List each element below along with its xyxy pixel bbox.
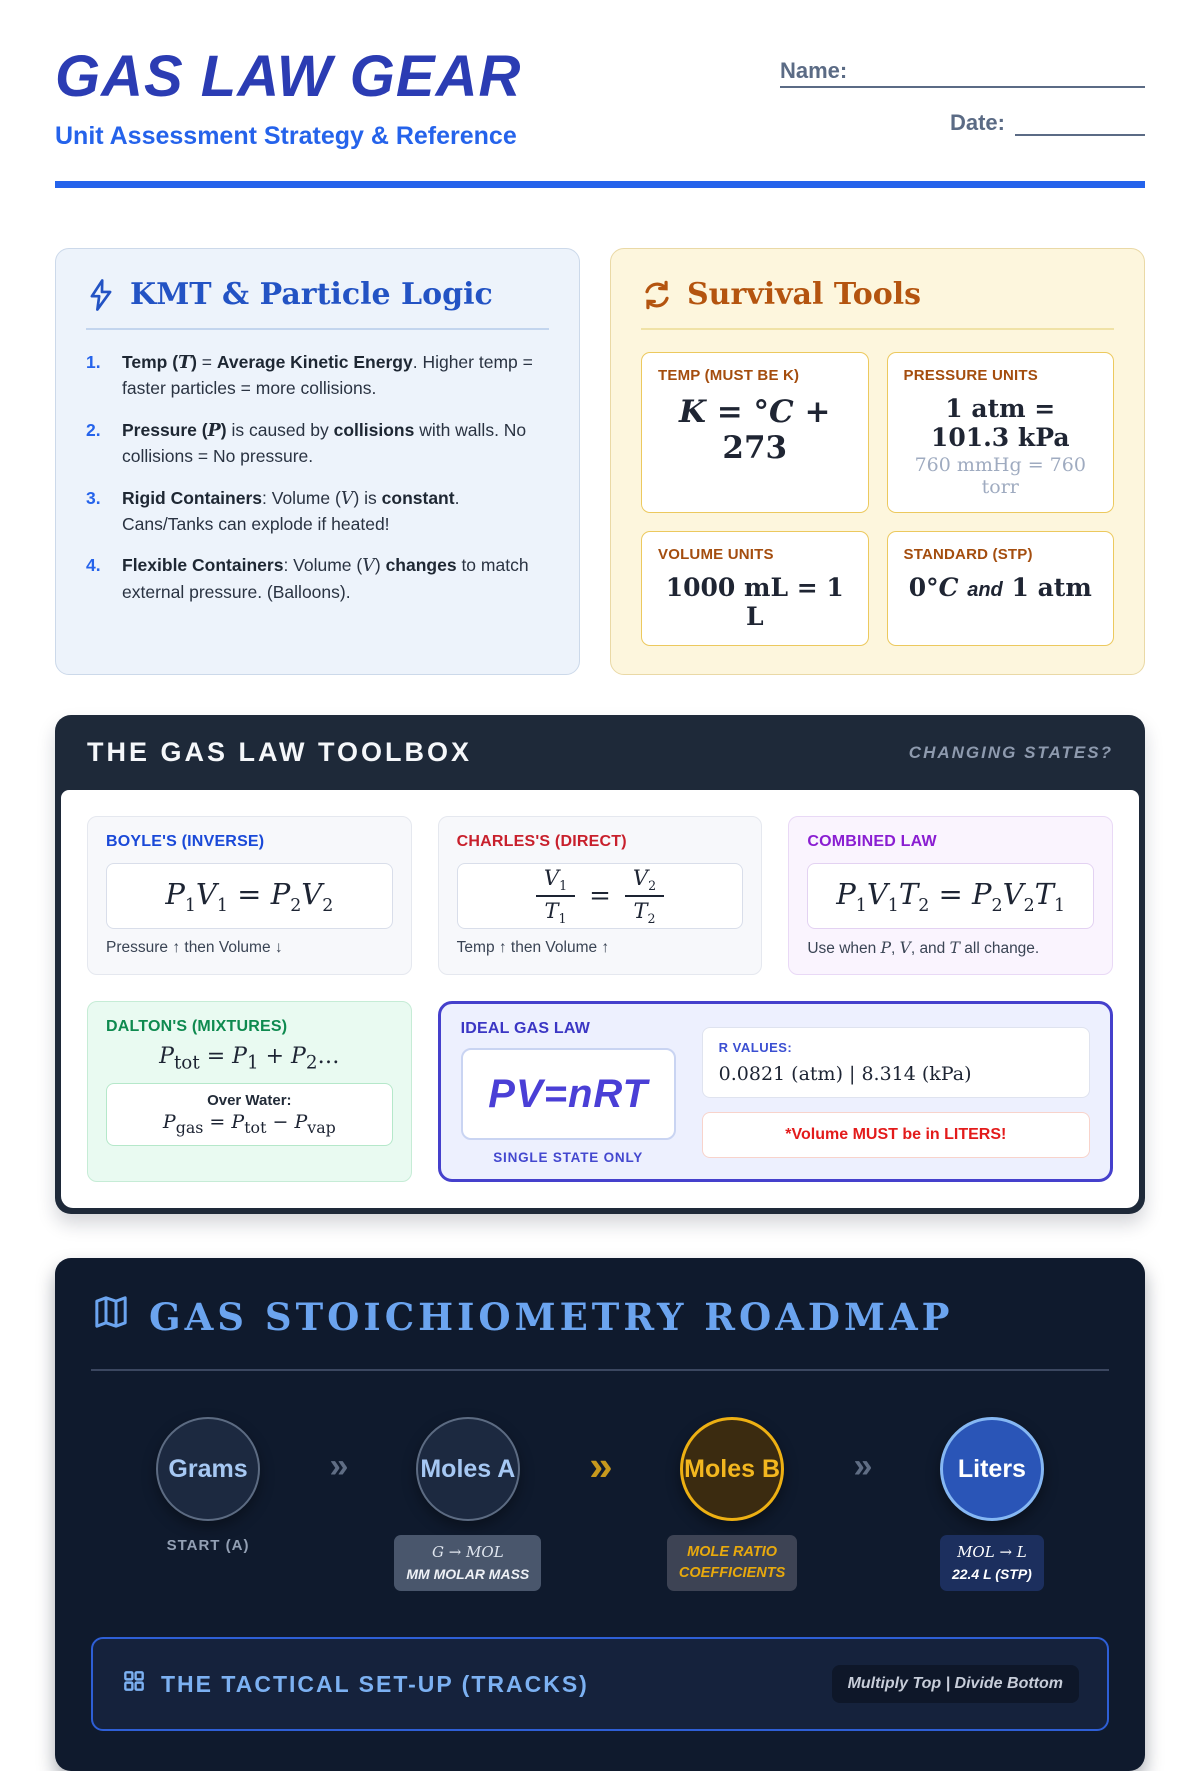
- step-moles-b: [657, 1417, 807, 1591]
- list-item-text: Flexible Containers: Volume (V) changes to match external pressure. (Balloons).: [122, 555, 529, 602]
- stp-values: 0°C and 1 atm: [908, 573, 1092, 602]
- moles-b-circle-label: Moles B: [684, 1454, 781, 1483]
- moles-b-circle: [680, 1417, 784, 1521]
- tactical-hint-pill: Multiply Top | Divide Bottom: [832, 1665, 1079, 1703]
- combined-formula-box: [807, 863, 1094, 929]
- list-item: [86, 350, 549, 402]
- survival-grid: [641, 352, 1114, 646]
- volume-conversion-formula: 1000 mL = 1 L: [665, 573, 844, 631]
- tactical-setup-title-text: THE TACTICAL SET-UP (TRACKS): [161, 1670, 589, 1697]
- chevron-right-icon: »: [589, 1442, 611, 1489]
- list-item-text: Pressure (P) is caused by collisions with walls. No collisions = No pressure.: [122, 419, 527, 467]
- moles-b-pill: [667, 1535, 797, 1591]
- kelvin-conversion-formula: K = °C + 273: [679, 394, 831, 466]
- boyles-label: BOYLE'S (INVERSE): [106, 833, 265, 850]
- survival-card-title: [641, 277, 1114, 312]
- volume-units-box: [641, 531, 869, 646]
- temp-units-box: [641, 352, 869, 513]
- volume-box-label: VOLUME UNITS: [658, 546, 774, 563]
- temp-box-label: TEMP (MUST BE K): [658, 367, 800, 384]
- step-grams: [133, 1417, 283, 1554]
- liters-circle: [940, 1417, 1044, 1521]
- over-water-box: [106, 1083, 393, 1146]
- pressure-conversion-secondary: 760 mmHg = 760 torr: [914, 454, 1086, 498]
- ideal-formula-box: [461, 1048, 676, 1140]
- charles-caption: Temp ↑ then Volume ↑: [456, 939, 610, 956]
- fraction-numerator: $V_1$: [543, 865, 568, 893]
- combined-caption: Use when P, V, and T all change.: [807, 939, 1040, 957]
- grams-sub-label: START (A): [166, 1537, 250, 1554]
- charles-formula: [536, 866, 664, 926]
- moles-a-circle: [416, 1417, 520, 1521]
- chevron-right-icon: »: [853, 1447, 871, 1485]
- pressure-conversion-primary: 1 atm = 101.3 kPa: [930, 394, 1070, 452]
- boyles-caption: Pressure ↑ then Volume ↓: [106, 939, 283, 956]
- combined-law-card: [788, 816, 1113, 975]
- ideal-gas-law-card: [438, 1001, 1113, 1182]
- date-label: Date:: [949, 110, 1005, 135]
- kmt-list: [86, 350, 549, 605]
- list-item-number: 1.: [86, 352, 101, 372]
- survival-tools-card: [610, 248, 1145, 675]
- daltons-formula: $P_{tot} = P_1$ + $P_2\dots$: [159, 1044, 340, 1074]
- ideal-label: IDEAL GAS LAW: [460, 1020, 591, 1037]
- liters-pill: [940, 1535, 1044, 1591]
- r-values-text: 0.0821 (atm) | 8.314 (kPa): [718, 1063, 972, 1085]
- charles-formula-box: [457, 863, 744, 929]
- ideal-right-column: [702, 1020, 1090, 1165]
- liters-warning-box: [702, 1112, 1090, 1158]
- pressure-units-box: [887, 352, 1115, 513]
- charles-law-card: [438, 816, 763, 975]
- list-item-number: 2.: [86, 419, 101, 440]
- page-title: GAS LAW GEAR: [55, 44, 522, 109]
- header-divider: [55, 181, 1145, 188]
- kmt-title-divider: [86, 328, 549, 330]
- header: [0, 0, 1200, 151]
- date-blank-line: [1015, 112, 1145, 136]
- toolbox-title: THE GAS LAW TOOLBOX: [87, 737, 473, 767]
- stoichiometry-roadmap-section: [55, 1258, 1145, 1771]
- moles-a-pill-line2: MM MOLAR MASS: [406, 1565, 530, 1582]
- list-item: [86, 486, 549, 538]
- single-state-note: SINGLE STATE ONLY: [493, 1150, 644, 1165]
- toolbox-header: [61, 715, 1139, 790]
- roadmap-flow: [91, 1417, 1109, 1591]
- fraction-numerator: $V_2$: [632, 865, 657, 893]
- tactical-setup-title: [121, 1668, 589, 1700]
- stp-box: [887, 531, 1115, 646]
- roadmap-divider: [91, 1369, 1109, 1371]
- combined-label: COMBINED LAW: [807, 833, 937, 850]
- equals-sign: =: [589, 881, 611, 911]
- list-item: [86, 418, 549, 470]
- moles-a-circle-label: Moles A: [420, 1454, 516, 1483]
- over-water-formula: $P_{gas} = P_{tot} - P_{vap}$: [162, 1111, 336, 1138]
- liters-warning-text: *Volume MUST be in LITERS!: [785, 1126, 1007, 1143]
- map-icon: [91, 1292, 131, 1341]
- lightning-bolt-icon: [86, 278, 116, 312]
- fraction: [536, 866, 575, 926]
- name-label: Name:: [780, 58, 848, 83]
- moles-a-pill-line1: G → MOL: [431, 1543, 504, 1561]
- survival-title-text: Survival Tools: [687, 277, 922, 312]
- changing-states-tag: CHANGING STATES?: [908, 742, 1113, 762]
- moles-b-pill-line1: MOLE RATIO: [687, 1544, 778, 1560]
- top-cards-row: [55, 248, 1145, 675]
- liters-circle-label: Liters: [957, 1454, 1026, 1483]
- list-item-number: 4.: [86, 555, 101, 576]
- moles-a-pill: [394, 1535, 541, 1591]
- step-liters: [917, 1417, 1067, 1591]
- refresh-icon: [641, 279, 673, 311]
- combined-formula: $P_1V_1T_2 = P_2V_2T_1$: [836, 876, 1066, 916]
- kmt-card: [55, 248, 580, 675]
- list-item-text: Temp (T) = Average Kinetic Energy. Higher temp = faster particles = more collisions.: [122, 352, 533, 399]
- stp-box-label: STANDARD (STP): [903, 546, 1033, 563]
- toolbox-body: [61, 790, 1139, 1208]
- grams-circle: [156, 1417, 260, 1521]
- kmt-card-title: [86, 277, 549, 312]
- r-values-box: [702, 1027, 1090, 1098]
- list-item-text: Rigid Containers: Volume (V) is constant. Cans/Tanks can explode if heated!: [122, 487, 460, 534]
- pressure-box-label: PRESSURE UNITS: [903, 367, 1038, 384]
- liters-pill-line2: 22.4 L (STP): [951, 1565, 1032, 1582]
- boyles-formula: $P_1V_1 = P_2V_2$: [165, 876, 334, 916]
- boyles-formula-box: [106, 863, 393, 929]
- chevron-right-icon: »: [329, 1447, 347, 1485]
- roadmap-title-text: GAS STOICHIOMETRY ROADMAP: [149, 1294, 954, 1339]
- boyles-law-card: [87, 816, 412, 975]
- header-brand: [55, 44, 522, 151]
- liters-pill-line1: MOL → L: [957, 1543, 1027, 1561]
- ideal-formula: PV=nRT: [488, 1071, 649, 1116]
- tactical-setup-card: [91, 1637, 1109, 1731]
- name-field-line: [780, 58, 1145, 88]
- charles-label: CHARLES'S (DIRECT): [456, 833, 627, 850]
- kmt-title-text: KMT & Particle Logic: [130, 277, 493, 312]
- step-moles-a: [393, 1417, 543, 1591]
- daltons-law-card: [87, 1001, 412, 1182]
- date-field-line: [780, 110, 1145, 136]
- grams-circle-label: Grams: [168, 1454, 248, 1483]
- survival-title-divider: [641, 328, 1114, 330]
- list-item: [86, 553, 549, 605]
- moles-b-pill-line2: COEFFICIENTS: [678, 1565, 786, 1582]
- list-item-number: 3.: [86, 487, 101, 508]
- fraction-denominator: $T_2$: [625, 895, 663, 926]
- name-date-block: [780, 48, 1145, 136]
- roadmap-title: [91, 1292, 1109, 1341]
- gas-law-toolbox-section: [55, 715, 1145, 1214]
- fraction: [625, 866, 664, 926]
- daltons-label: DALTON'S (MIXTURES): [106, 1018, 288, 1035]
- over-water-label: Over Water:: [207, 1092, 292, 1110]
- page-subtitle: Unit Assessment Strategy & Reference: [55, 122, 517, 150]
- fraction-denominator: $T_1$: [536, 895, 574, 926]
- r-values-label: R VALUES:: [718, 1040, 793, 1055]
- grid-icon: [121, 1668, 147, 1700]
